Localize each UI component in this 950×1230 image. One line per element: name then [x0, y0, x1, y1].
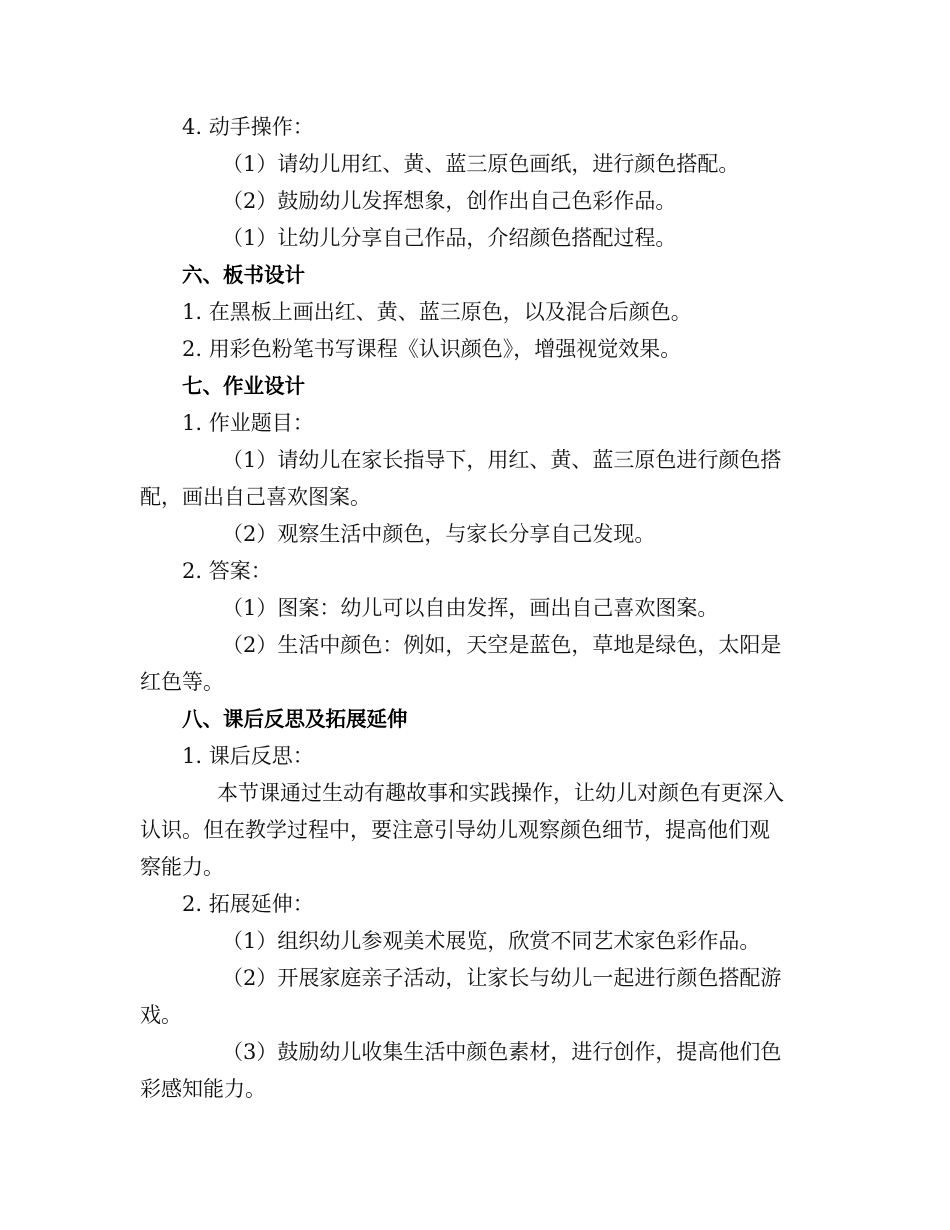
section-8-item-2-title: 2. 拓展延伸： [182, 892, 314, 916]
question-1-line-2: 配，画出自己喜欢图案。 [140, 485, 371, 509]
item-4-sub-3: （1）让幼儿分享自己作品，介绍颜色搭配过程。 [222, 226, 677, 250]
section-7-item-2-title: 2. 答案： [182, 559, 272, 583]
question-1-line-1: （1）请幼儿在家长指导下，用红、黄、蓝三原色进行颜色搭 [222, 448, 782, 472]
extension-3-line-2: 彩感知能力。 [140, 1077, 266, 1101]
answer-2-line-1: （2）生活中颜色：例如，天空是蓝色，草地是绿色，太阳是 [222, 633, 782, 657]
answer-2-line-2: 红色等。 [140, 670, 224, 694]
section-8-item-1-title: 1. 课后反思： [182, 744, 314, 768]
item-4-sub-1: （1）请幼儿用红、黄、蓝三原色画纸，进行颜色搭配。 [222, 152, 740, 176]
section-7-item-1-title: 1. 作业题目： [182, 411, 314, 435]
section-6-heading: 六、板书设计 [182, 263, 305, 287]
question-2: （2）观察生活中颜色，与家长分享自己发现。 [222, 522, 656, 546]
item-4-sub-2: （2）鼓励幼儿发挥想象，创作出自己色彩作品。 [222, 189, 677, 213]
extension-3-line-1: （3）鼓励幼儿收集生活中颜色素材，进行创作，提高他们色 [222, 1040, 782, 1064]
section-6-item-2: 2. 用彩色粉笔书写课程《认识颜色》，增强视觉效果。 [182, 337, 682, 361]
extension-1: （1）组织幼儿参观美术展览，欣赏不同艺术家色彩作品。 [222, 929, 761, 953]
extension-2-line-1: （2）开展家庭亲子活动，让家长与幼儿一起进行颜色搭配游 [222, 966, 782, 990]
section-8-heading: 八、课后反思及拓展延伸 [182, 707, 408, 731]
section-6-item-1: 1. 在黑板上画出红、黄、蓝三原色，以及混合后颜色。 [182, 300, 692, 324]
extension-2-line-2: 戏。 [140, 1003, 182, 1027]
answer-1: （1）图案：幼儿可以自由发挥，画出自己喜欢图案。 [222, 596, 719, 620]
reflection-line-1: 本节课通过生动有趣故事和实践操作，让幼儿对颜色有更深入 [217, 781, 784, 805]
reflection-line-2: 认识。但在教学过程中，要注意引导幼儿观察颜色细节，提高他们观 [140, 818, 770, 842]
reflection-line-3: 察能力。 [140, 855, 224, 879]
section-7-heading: 七、作业设计 [182, 374, 305, 398]
item-4-title: 4. 动手操作： [182, 115, 314, 139]
